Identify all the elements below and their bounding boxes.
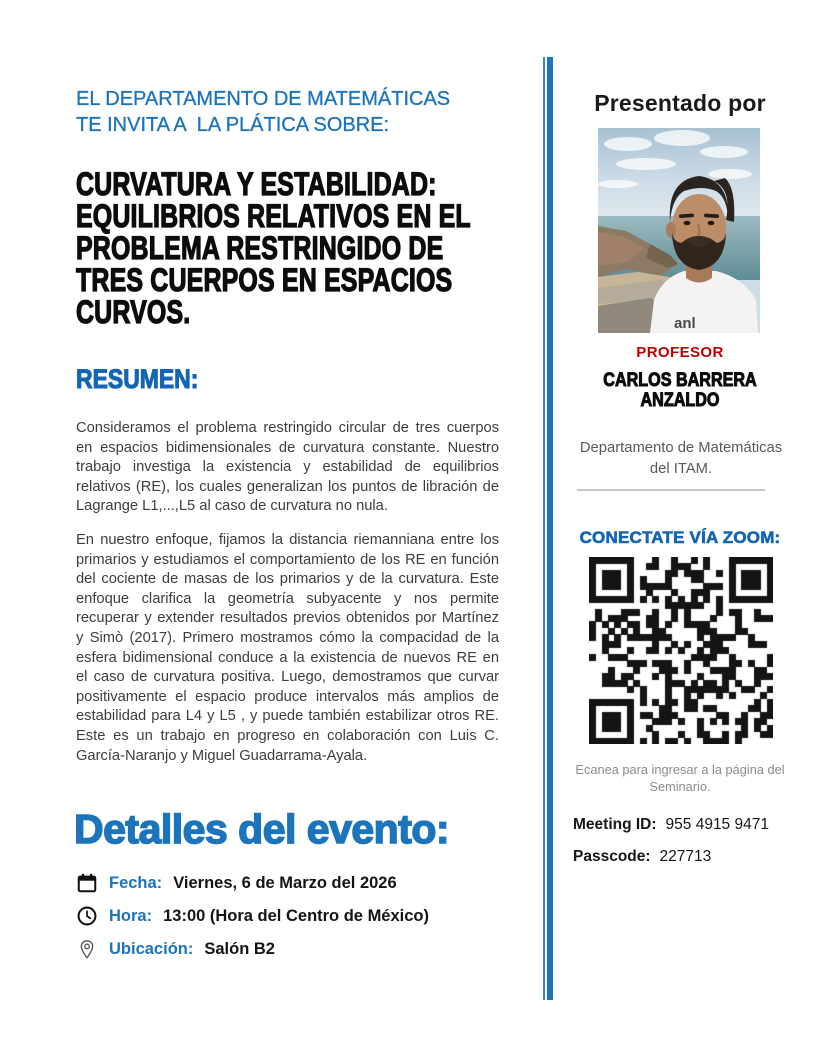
- abstract-paragraph-1: Consideramos el problema restringido circular de tres cuerpos en espacios bidimensionales de curvatura constante. Nuestro trabajo investiga la existencia y estabilidad de equilibrios relativos (RE), los cuales generalizan los puntos de libración de Lagrange L1,...,L5 al caso de curvatura no nula.: [76, 420, 499, 515]
- event-details-heading: Detalles del evento:: [74, 806, 450, 852]
- horizontal-divider: [577, 489, 765, 491]
- detail-row-ubicacion: [76, 938, 429, 960]
- invite-heading: EL DEPARTAMENTO DE MATEMÁTICAS TE INVITA A LA PLÁTICA SOBRE:: [76, 88, 456, 136]
- speaker-name-line-1: CARLOS BARRERA: [603, 370, 757, 391]
- passcode-value: 227713: [659, 848, 712, 865]
- talk-title-line-1: CURVATURA Y ESTABILIDAD:: [76, 166, 437, 202]
- detail-label-fecha: Fecha:: [109, 873, 163, 892]
- svg-text:anl: anl: [674, 315, 696, 332]
- meeting-id-label: Meeting ID:: [573, 816, 657, 833]
- speaker-name: [553, 371, 807, 411]
- vertical-divider-thin-line: [543, 57, 545, 1000]
- location-pin-icon: [76, 938, 98, 960]
- talk-title-line-4: TRES CUERPOS EN ESPACIOS: [76, 262, 453, 298]
- talk-title-line-5: CURVOS.: [76, 294, 191, 330]
- presented-by-heading: Presentado por: [594, 90, 766, 116]
- zoom-qr-code: [589, 557, 773, 744]
- detail-label-hora: Hora:: [109, 906, 153, 925]
- meeting-id-row: [573, 816, 769, 834]
- clock-icon: [76, 905, 98, 927]
- resumen-heading: RESUMEN:: [76, 364, 199, 394]
- affiliation-text: Departamento de Matemáticas del ITAM.: [579, 440, 783, 477]
- detail-row-fecha: [76, 872, 429, 894]
- role-label: PROFESOR: [636, 344, 724, 361]
- detail-label-ubicacion: Ubicación:: [109, 939, 194, 958]
- detail-value-fecha: Viernes, 6 de Marzo del 2026: [173, 873, 397, 892]
- passcode-label: Passcode:: [573, 848, 651, 865]
- detail-value-hora: 13:00 (Hora del Centro de México): [163, 906, 429, 925]
- calendar-icon: [76, 872, 98, 894]
- qr-caption: Ecanea para ingresar a la página del Seminario.: [575, 762, 785, 794]
- passcode-row: [573, 848, 711, 866]
- abstract-paragraph-2: En nuestro enfoque, fijamos la distancia riemanniana entre los primarios y estudiamos el comportamiento de los RE en función del cociente de masas de los primarios y de la curvatura. Este enfoque clarifica la geometría subyacente y nos permite recuperar y extender resultados previos obtenidos por Martínez y Simò (2017). Primero mostramos cómo la compacidad de la esfera bidimensional conduce a la existencia de nuevos RE en el caso de curvatura positiva. Luego, demostramos que curvar positivamente el espacio produce intervalos más amplios de estabilidad para L4 y L5 , y puede también estabilizar otros RE. Este es un trabajo en progreso en colaboración con Luis C. García-Naranjo y Miguel Guadarrama-Ayala.: [76, 532, 499, 764]
- event-details-list: [76, 872, 429, 960]
- talk-title-line-2: EQUILIBRIOS RELATIVOS EN EL: [76, 198, 471, 234]
- detail-row-hora: [76, 905, 429, 927]
- zoom-connect-heading: CONECTATE VÍA ZOOM:: [579, 528, 781, 547]
- meeting-id-value: 955 4915 9471: [665, 816, 769, 833]
- speaker-name-line-2: ANZALDO: [640, 390, 720, 411]
- talk-title-line-3: PROBLEMA RESTRINGIDO DE: [76, 230, 444, 266]
- speaker-photo: [598, 128, 760, 333]
- detail-value-ubicacion: Salón B2: [204, 939, 275, 958]
- talk-title: [76, 168, 582, 328]
